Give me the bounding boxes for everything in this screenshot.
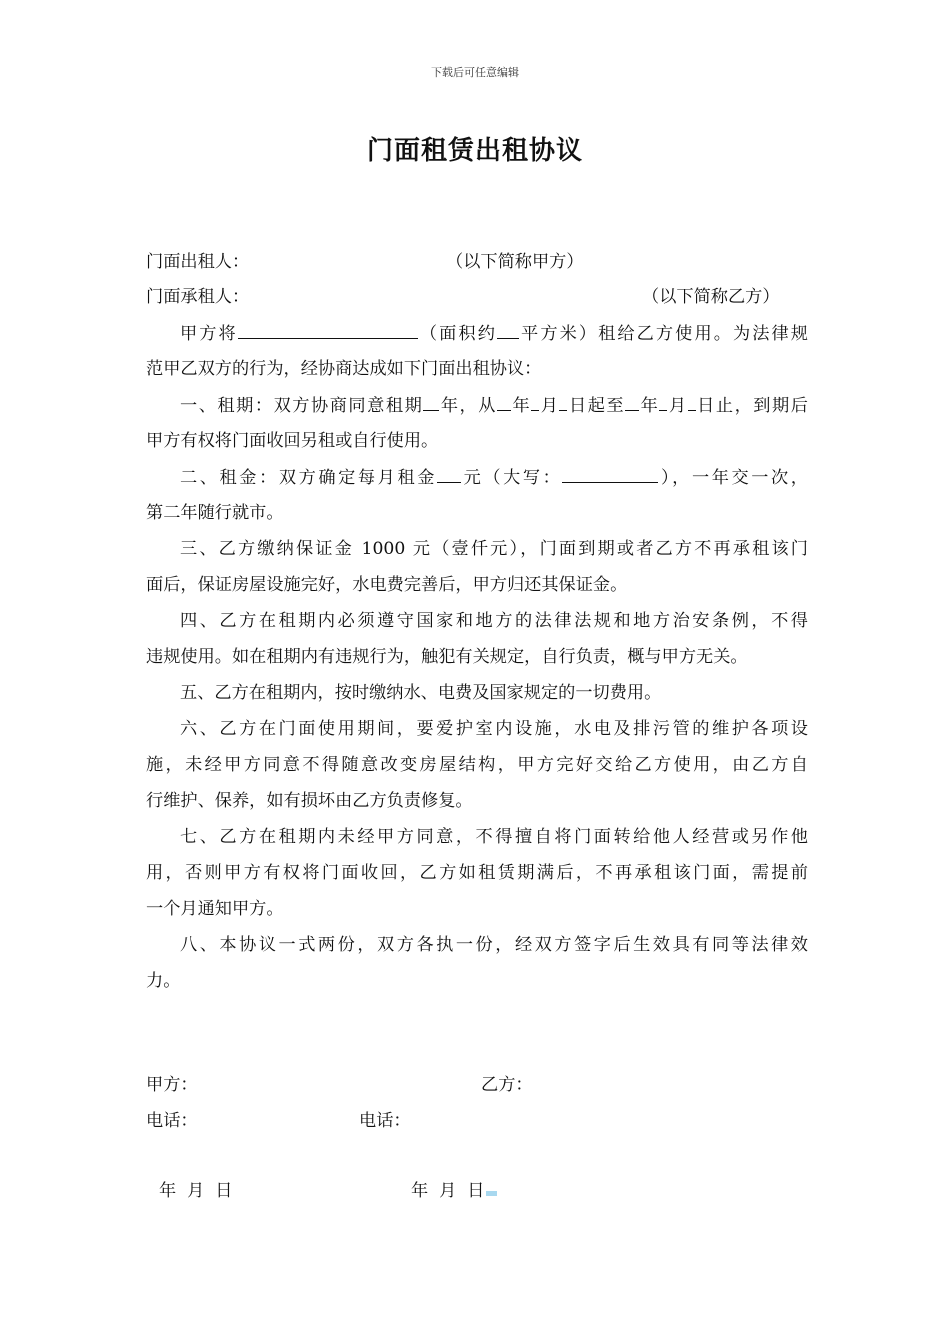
clause6-line-2: 施，未经甲方同意不得随意改变房屋结构，甲方完好交给乙方使用，由乙方自 — [146, 755, 808, 775]
lessee-label: 门面承租人： — [146, 287, 250, 307]
clause2-text-c: ），一年交一次， — [658, 468, 808, 488]
clause1-text-g: 月 — [667, 396, 688, 416]
start-year-blank[interactable] — [497, 393, 511, 411]
clause7-line-2: 用，否则甲方有权将门面收回，乙方如租赁期满后，不再承租该门面，需提前 — [146, 863, 808, 883]
clause1-line-1 — [146, 393, 808, 418]
date-a: 年 月 日 — [159, 1181, 233, 1201]
clause4-line-1: 四、乙方在租期内必须遵守国家和地方的法律法规和地方治安条例，不得 — [180, 611, 808, 631]
date-b-wrapper — [411, 1179, 497, 1203]
clause3-line-2: 面后，保证房屋设施完好，水电费完善后，甲方归还其保证金。 — [146, 575, 628, 595]
phone-a-label: 电话： — [146, 1111, 198, 1131]
monthly-rent-blank[interactable] — [437, 465, 461, 483]
clause1-text-b: 年，从 — [439, 396, 497, 416]
header-note: 下载后可任意编辑 — [431, 66, 519, 79]
intro-line-1 — [146, 321, 808, 346]
lessor-label: 门面出租人： — [146, 252, 250, 272]
clause7-line-3: 一个月通知甲方。 — [146, 899, 284, 919]
clause1-text-e: 日起至 — [567, 396, 626, 416]
end-year-blank[interactable] — [625, 393, 639, 411]
premises-blank[interactable] — [238, 321, 418, 339]
clause1-text-h: 日止，到期后 — [695, 396, 808, 416]
clause2-text-b: 元（大写： — [461, 468, 563, 488]
intro-line-2: 范甲乙双方的行为，经协商达成如下门面出租协议： — [146, 359, 542, 379]
lessor-suffix: （以下简称甲方） — [446, 252, 584, 272]
clause3-line-1: 三、乙方缴纳保证金 1000 元（壹仟元），门面到期或者乙方不再承租该门 — [180, 539, 808, 559]
date-b: 年 月 日 — [411, 1181, 485, 1201]
term-years-blank[interactable] — [423, 393, 439, 411]
lessee-suffix: （以下简称乙方） — [642, 287, 780, 307]
clause1-text-d: 月 — [539, 396, 560, 416]
text-cursor-mark — [486, 1191, 497, 1196]
clause7-line-1: 七、乙方在租期内未经甲方同意，不得擅自将门面转给他人经营或另作他 — [180, 827, 808, 847]
clause1-text-f: 年 — [639, 396, 660, 416]
party-b-label: 乙方： — [481, 1075, 533, 1095]
clause8-line-2: 力。 — [146, 971, 181, 991]
area-blank[interactable] — [497, 321, 519, 339]
clause8-line-1: 八、本协议一式两份，双方各执一份，经双方签字后生效具有同等法律效 — [180, 935, 808, 955]
clause6-line-1: 六、乙方在门面使用期间，要爱护室内设施，水电及排污管的维护各项设 — [180, 719, 808, 739]
clause4-line-2: 违规使用。如在租期内有违规行为，触犯有关规定，自行负责，概与甲方无关。 — [146, 647, 748, 667]
clause6-line-3: 行维护、保养，如有损坏由乙方负责修复。 — [146, 791, 473, 811]
end-day-blank[interactable] — [688, 393, 696, 411]
clause2-text-a: 二、租金：双方确定每月租金 — [180, 468, 437, 488]
intro-text-a: 甲方将 — [180, 324, 238, 344]
clause1-text-a: 一、租期：双方协商同意租期 — [180, 396, 424, 416]
intro-text-b: （面积约 — [417, 324, 497, 344]
rent-in-words-blank[interactable] — [562, 465, 658, 483]
intro-text-c: 平方米）租给乙方使用。为法律规 — [518, 324, 808, 344]
clause5-line-1: 五、乙方在租期内，按时缴纳水、电费及国家规定的一切费用。 — [180, 683, 662, 703]
clause1-text-c: 年 — [510, 396, 532, 416]
document-title: 门面租赁出租协议 — [366, 136, 583, 166]
clause1-line-2: 甲方有权将门面收回另租或自行使用。 — [146, 431, 439, 451]
clause2-line-1 — [146, 465, 808, 490]
clause2-line-2: 第二年随行就市。 — [146, 503, 284, 523]
party-a-label: 甲方： — [146, 1075, 198, 1095]
phone-b-label: 电话： — [359, 1111, 411, 1131]
